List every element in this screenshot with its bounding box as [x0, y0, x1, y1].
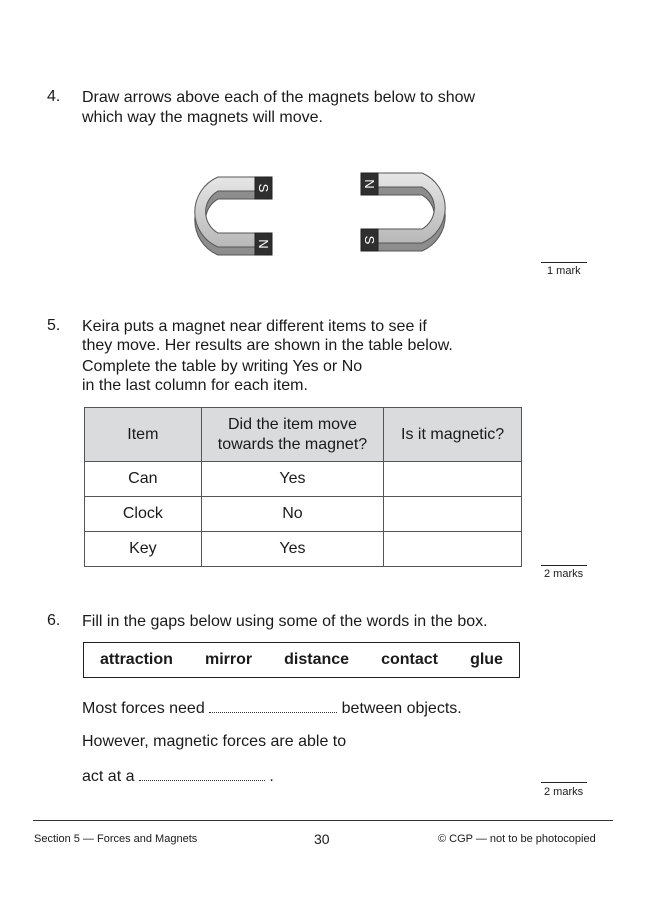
cell-moved: No [201, 497, 384, 532]
table-header-row [85, 408, 522, 462]
left-horseshoe-magnet[interactable] [195, 177, 272, 255]
q4-text-line1: Draw arrows above each of the magnets below to show [82, 89, 476, 106]
word-option: mirror [204, 651, 253, 668]
q5-text-line3: Complete the table by writing Yes or No [82, 358, 363, 375]
page-number: 30 [314, 831, 330, 847]
header-magnetic: Is it magnetic? [384, 408, 522, 462]
results-table [84, 407, 522, 567]
left-magnet-bottom-pole-label: N [256, 239, 271, 249]
cell-magnetic-answer[interactable] [384, 532, 522, 567]
left-magnet-top-pole-label: S [256, 183, 271, 193]
right-magnet-top-pole-label: N [362, 179, 377, 189]
q6-mark-line [541, 782, 587, 783]
table-row [85, 462, 522, 497]
q6-sentence2: However, magnetic forces are able to [82, 733, 347, 750]
q5-text-line2: they move. Her results are shown in the table below. [82, 337, 453, 354]
q4-mark-label: 1 mark [547, 265, 581, 277]
q6-number: 6. [47, 612, 61, 629]
q6-blank-2[interactable] [139, 766, 265, 781]
q4-mark-line [541, 262, 587, 263]
q6-sentence1-after: between objects. [341, 700, 462, 717]
right-magnet-bottom-pole-label: S [362, 235, 377, 245]
q6-sentence1-before: Most forces need [82, 700, 205, 717]
q6-text-line1: Fill in the gaps below using some of the words in the box. [82, 613, 488, 630]
cell-moved: Yes [201, 462, 384, 497]
cell-item: Key [85, 532, 202, 567]
q5-mark-label: 2 marks [544, 568, 584, 580]
q6-sentence1 [82, 698, 462, 719]
q4-number: 4. [47, 88, 61, 105]
footer-divider [33, 820, 613, 821]
word-option: glue [470, 651, 503, 668]
header-item: Item [85, 408, 202, 462]
word-option: attraction [100, 651, 173, 668]
word-box [83, 642, 520, 678]
header-moved-line1: Did the item move [228, 415, 357, 433]
q5-number: 5. [47, 317, 61, 334]
q6-sentence3-after: . [269, 768, 274, 785]
magnets-figure [160, 165, 480, 265]
cell-magnetic-answer[interactable] [384, 462, 522, 497]
q6-sentence3-before: act at a [82, 768, 135, 785]
cell-moved: Yes [201, 532, 384, 567]
q5-text-line1: Keira puts a magnet near different items to see if [82, 318, 427, 335]
cell-item: Can [85, 462, 202, 497]
q6-mark-label: 2 marks [544, 786, 584, 798]
q4-text-line2: which way the magnets will move. [82, 109, 323, 126]
footer-section: Section 5 — Forces and Magnets [34, 833, 198, 845]
q6-blank-1[interactable] [209, 698, 337, 713]
cell-item: Clock [85, 497, 202, 532]
cell-magnetic-answer[interactable] [384, 497, 522, 532]
q5-mark-line [541, 565, 587, 566]
right-horseshoe-magnet[interactable] [361, 173, 445, 251]
header-moved [201, 408, 384, 462]
header-moved-line2: towards the magnet? [217, 435, 368, 453]
table-row [85, 532, 522, 567]
q6-sentence3 [82, 766, 274, 787]
word-option: contact [381, 651, 439, 668]
table-row [85, 497, 522, 532]
footer-copyright: © CGP — not to be photocopied [438, 833, 596, 845]
q5-text-line4: in the last column for each item. [82, 377, 308, 394]
word-option: distance [284, 651, 350, 668]
